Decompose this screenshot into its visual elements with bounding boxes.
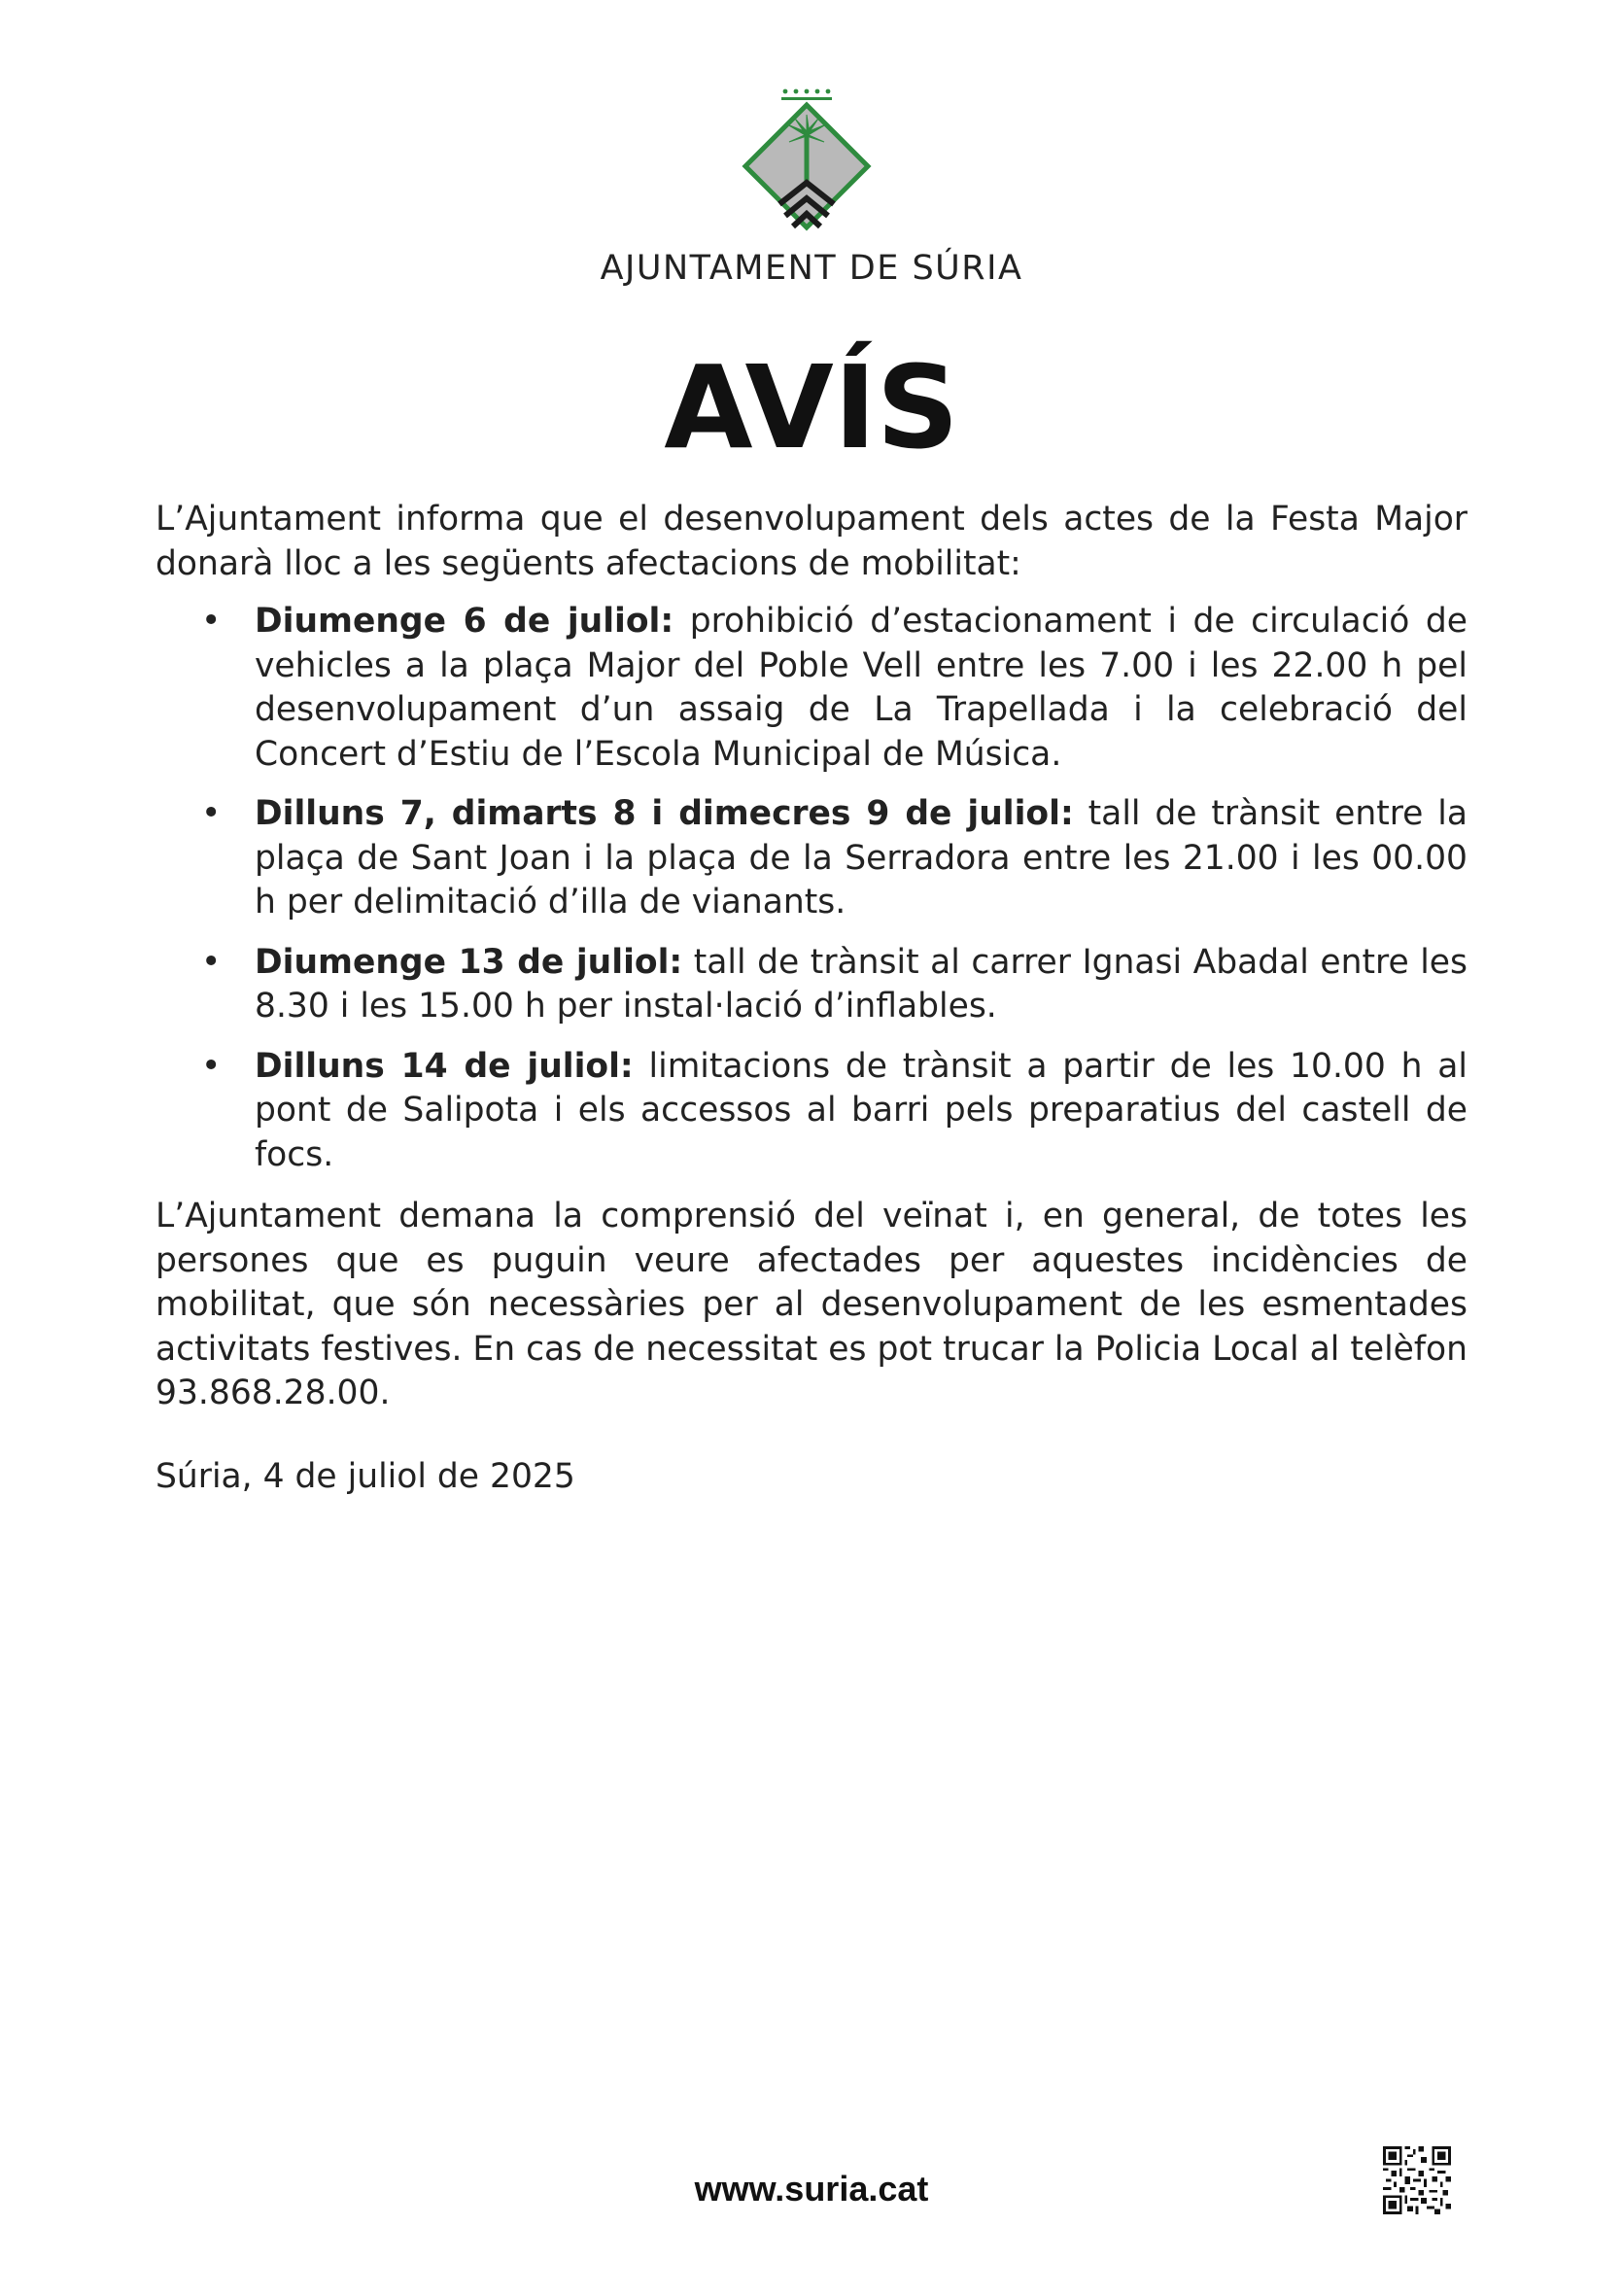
bullet: •	[201, 942, 222, 982]
website-link[interactable]: www.suria.cat	[694, 2169, 929, 2209]
bullet: •	[201, 602, 222, 641]
item-text: tall de trànsit entre la plaça de Sant Joan i la plaça de la Serradora entre les 21.00 i les 00.00 h per delimitació d’illa de vianants.	[255, 794, 1468, 922]
notice-title: AVÍS	[664, 340, 959, 474]
intro-paragraph: L’Ajuntament informa que el desenvolupament dels actes de la Festa Major donarà lloc a les següents afectacions de mobilitat:	[155, 500, 1468, 583]
list-item	[155, 600, 1468, 777]
item-text: tall de trànsit al carrer Ignasi Abadal entre les 8.30 i les 15.00 h per instal·lació d’inflables.	[255, 942, 1468, 1026]
bullet: •	[201, 1046, 222, 1086]
item-date-label: Dilluns 14 de juliol:	[255, 1046, 634, 1086]
closing-paragraph: L’Ajuntament demana la comprensió del veïnat i, en general, de totes les persones que es puguin veure afectades per aquestes incidències de mobilitat, que són necessàries per al desenvolupament de les esmentades activitats festives. En cas de necessitat es pot trucar la Policia Local al telèfon 93.868.28.00.	[155, 1197, 1468, 1412]
qr-code-icon	[1383, 2146, 1451, 2214]
affectations-list	[155, 600, 1468, 1177]
bullet: •	[201, 794, 222, 833]
item-date-label: Dilluns 7, dimarts 8 i dimecres 9 de juliol:	[255, 794, 1074, 833]
organization-name: AJUNTAMENT DE SÚRIA	[600, 249, 1023, 288]
item-date-label: Diumenge 6 de juliol:	[255, 602, 674, 641]
coat-of-arms-logo	[729, 86, 884, 246]
item-date-label: Diumenge 13 de juliol:	[255, 942, 683, 982]
item-text: prohibició d’estacionament i de circulació de vehicles a la plaça Major del Poble Vell entre les 7.00 i les 22.00 h pel desenvolupament d’un assaig de La Trapellada i la celebració del Concert d’Estiu de l’Escola Municipal de Música.	[255, 602, 1468, 774]
place-date-signature: Súria, 4 de juliol de 2025	[155, 1456, 575, 1496]
list-item	[155, 941, 1468, 1029]
item-text: limitacions de trànsit a partir de les 10.00 h al pont de Salipota i els accessos al barri pels preparatius del castell de focs.	[255, 1046, 1468, 1174]
list-item	[155, 1045, 1468, 1178]
list-item	[155, 792, 1468, 925]
notice-body	[155, 498, 1468, 1499]
